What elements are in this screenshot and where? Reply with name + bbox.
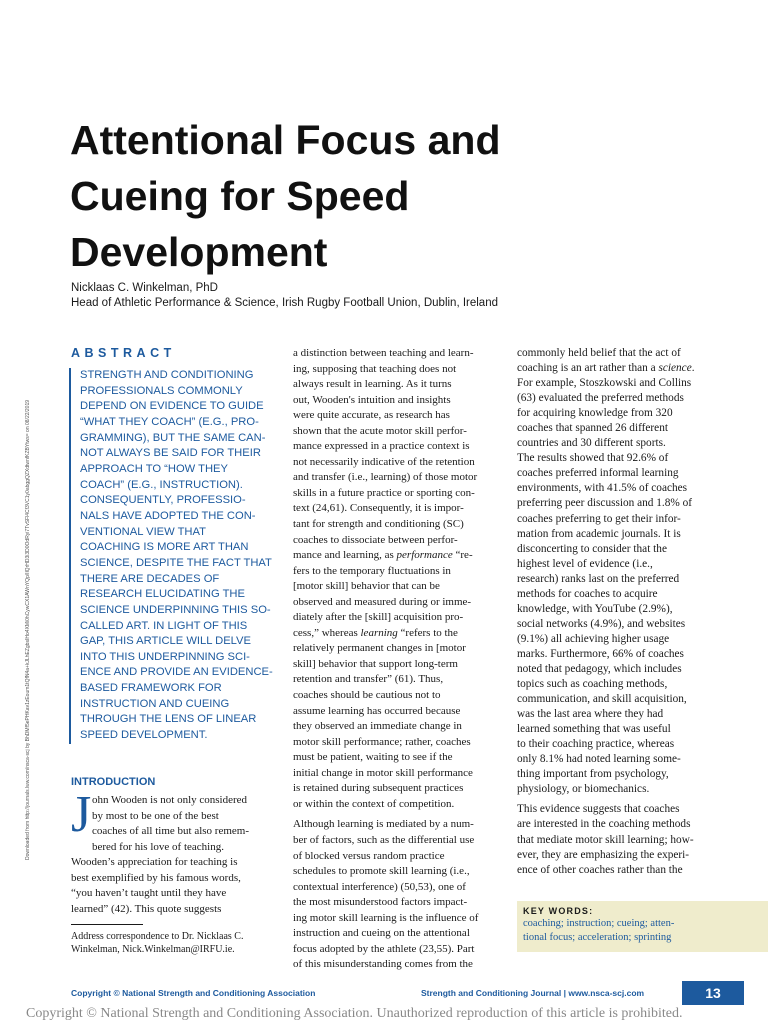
paragraph (293, 817, 494, 972)
footnote-rule (71, 924, 143, 925)
text-line: retention and transfer” (61). Thus, (293, 673, 444, 686)
footer-copyright: Copyright © National Strength and Conditioning Association (71, 988, 316, 998)
text-line: mation from academic journals. It is (517, 527, 681, 540)
title-line: Development (70, 229, 328, 275)
text-line: thing important from psychology, (517, 768, 669, 781)
keywords-heading: KEY WORDS: (523, 906, 594, 916)
text-line: for acquiring knowledge from 320 (517, 407, 673, 420)
text-line: mance expressed in a practice context is (293, 440, 470, 453)
text-line: The results showed that 92.6% of (517, 452, 669, 465)
text-line: skills in a future practice or sporting con- (293, 486, 475, 499)
text-line: diately after the [skill] acquisition pro- (293, 611, 464, 624)
abstract-line: COACH” (E.G., INSTRUCTION). (80, 478, 243, 491)
text-line: environments, with 41.5% of coaches (517, 482, 688, 495)
text-line: highest level of evidence (i.e., (517, 557, 653, 570)
text-line: of blocked versus random practice (293, 849, 445, 862)
text-line: out, Wooden's intuition and insights (293, 393, 451, 406)
text-line: to their coaching practice, whereas (517, 738, 675, 751)
intro-line: best exemplified by his famous words, (71, 871, 241, 884)
keywords-line: tional focus; acceleration; sprinting (523, 932, 672, 943)
text-line: [motor skill] behavior that can be (293, 580, 440, 593)
abstract-line: NOT ALWAYS BE SAID FOR THEIR (80, 447, 261, 460)
abstract-line: SPEED DEVELOPMENT. (80, 729, 208, 742)
correspondence-line: Winkelman, Nick.Winkelman@IRFU.ie. (71, 944, 235, 955)
text-line: cess,” whereas learning “refers to the (293, 626, 458, 639)
text-line: noted that pedagogy, which includes (517, 662, 682, 675)
abstract-line: RESEARCH ELUCIDATING THE (80, 588, 245, 601)
introduction-heading: INTRODUCTION (71, 776, 156, 788)
text-line: ing, supposing that teaching does not (293, 362, 457, 375)
text-line: or within the context of competition. (293, 797, 455, 810)
abstract-line: GAP, THIS ARTICLE WILL DELVE (80, 635, 251, 648)
text-line: motor skill performance; rather, coaches (293, 735, 471, 748)
text-line: ence of other coaches rather than the (517, 863, 683, 876)
text-line: that mediate motor skill learning; how- (517, 833, 694, 846)
abstract-line: INTO THIS UNDERPINNING SCI- (80, 650, 250, 663)
text-line: disconcerting to consider that the (517, 542, 667, 555)
footer-journal: Strength and Conditioning Journal | www.nsca-scj.com (421, 988, 645, 998)
download-note-text: Downloaded from http://journals.lww.com/nsca-scj by BhDMf5ePHKav1zEoum1tQfN4a+kJLhEZgbsIHo4XMi0hCywCX1AWnYQp/IlQrHD3i3D0OdRyi7TvSFl4Cf3VC1y0abggQZXdtwnfKZBYtws= on 08/22/2019 (25, 399, 31, 860)
text-line: ever, they are emphasizing the experi- (517, 848, 690, 861)
text-line: coaches preferring to get their infor- (517, 512, 681, 525)
text-line: coaching is an art rather than a science. (517, 362, 695, 375)
text-line: ing motor skill learning is the influence of (293, 911, 479, 924)
text-line: Although learning is mediated by a num- (293, 818, 474, 831)
text-line: learned something that was useful (517, 723, 671, 736)
intro-line: “you haven’t taught until they have (71, 887, 227, 899)
text-line: social networks (4.9%), and websites (517, 617, 686, 630)
abstract-line: NALS HAVE ADOPTED THE CON- (80, 509, 256, 522)
text-line: (63) evaluated the preferred methods (517, 392, 684, 405)
abstract-line: CALLED ART. IN LIGHT OF THIS (80, 619, 248, 632)
text-line: (9.1%) all achieving higher usage (517, 632, 670, 645)
text-line: coaches that spanned 26 different (517, 422, 668, 435)
intro-line: learned” (42). This quote suggests (71, 902, 222, 915)
text-line: communication, and skill acquisition, (517, 693, 687, 706)
text-line: ber of factors, such as the differential use (293, 833, 475, 846)
text-line: was the last area where they had (517, 708, 664, 721)
paragraph (517, 346, 718, 797)
copyright-watermark: Copyright © National Strength and Conditioning Association. Unauthorized reproduction of this article is prohibited. (26, 1006, 683, 1021)
abstract-line: ENCE AND PROVIDE AN EVIDENCE- (80, 666, 273, 679)
drop-cap: J (71, 786, 92, 843)
text-line: focus adopted by the athlete (23,55). Part (293, 942, 475, 955)
text-line: coaches preferred informal learning (517, 467, 679, 480)
text-line: knowledge, with YouTube (2.9%), (517, 602, 673, 615)
page-number: 13 (682, 981, 744, 1005)
text-line: tant for strength and conditioning (SC) (293, 518, 464, 531)
intro-line: by most to be one of the best (92, 809, 219, 822)
text-line: preferring peer discussion and 1.8% of (517, 497, 693, 510)
keywords-box (517, 901, 768, 952)
text-line: coaches should be cautious not to (293, 689, 441, 702)
intro-line: Wooden’s appreciation for teaching is (71, 856, 238, 868)
text-line: only 8.1% had noted learning some- (517, 753, 681, 766)
abstract-line: THROUGH THE LENS OF LINEAR (80, 713, 257, 726)
abstract-body (69, 368, 274, 744)
text-line: coaches to dissociate between perfor- (293, 533, 458, 546)
text-line: and transfer (i.e., learning) of those motor (293, 471, 478, 484)
paragraph (293, 346, 494, 812)
text-line: assume learning has occurred because (293, 704, 461, 717)
paragraph (517, 802, 718, 877)
abstract-line: SCIENCE UNDERPINNING THIS SO- (80, 603, 271, 616)
text-line: observed and measured during or imme- (293, 595, 472, 608)
text-line: countries and 30 different sports. (517, 437, 666, 450)
text-line: marks. Furthermore, 66% of coaches (517, 647, 684, 660)
text-line: are interested in the coaching methods (517, 818, 691, 831)
title-line: Attentional Focus and (70, 117, 501, 163)
body-column-2 (293, 346, 494, 973)
keywords-line: coaching; instruction; cueing; atten- (523, 918, 675, 929)
text-line: the most misunderstood factors impact- (293, 896, 468, 909)
abstract-heading: ABSTRACT (71, 346, 176, 360)
text-line: mance and learning, as performance “re- (293, 549, 473, 562)
abstract-line: PROFESSIONALS COMMONLY (80, 384, 243, 397)
text-line: text (24,61). Consequently, it is impor- (293, 502, 464, 515)
text-line: must be patient, waiting to see if the (293, 751, 453, 764)
text-line: is retained during subsequent practices (293, 782, 464, 795)
text-line: relatively permanent changes in [motor (293, 642, 466, 655)
author-affiliation: Head of Athletic Performance & Science, Irish Rugby Football Union, Dublin, Ireland (71, 297, 498, 309)
text-line: This evidence suggests that coaches (517, 803, 680, 816)
abstract-line: THERE ARE DECADES OF (80, 572, 220, 585)
text-line: fers to the temporary fluctuations in (293, 564, 451, 577)
text-line: research) ranks last on the preferred (517, 572, 680, 585)
abstract-line: SCIENCE, DESPITE THE FACT THAT (80, 556, 272, 569)
text-line: physiology, or biomechanics. (517, 783, 650, 796)
abstract-line: STRENGTH AND CONDITIONING (80, 369, 254, 381)
text-line: For example, Stoszkowski and Collins (517, 377, 692, 390)
intro-line: coaches of all time but also remem- (92, 825, 249, 837)
text-line: not necessarily indicative of the retention (293, 455, 475, 468)
text-line: were quite accurate, as research has (293, 409, 450, 422)
download-side-note (24, 300, 34, 860)
text-line: topics such as coaching methods, (517, 678, 668, 691)
abstract-line: “WHAT THEY COACH” (E.G., PRO- (80, 415, 259, 428)
title-line: Cueing for Speed (70, 173, 410, 219)
abstract-line: CONSEQUENTLY, PROFESSIO- (80, 494, 246, 507)
intro-line: ohn Wooden is not only considered (92, 794, 248, 806)
text-line: shown that the acute motor skill perfor- (293, 424, 467, 437)
keywords-list (523, 917, 762, 945)
article-title (70, 112, 630, 280)
text-line: methods for coaches to acquire (517, 587, 658, 600)
abstract-line: COACHING IS MORE ART THAN (80, 541, 249, 554)
text-line: schedules to promote skill learning (i.e., (293, 865, 470, 878)
text-line: commonly held belief that the act of (517, 347, 681, 359)
abstract-line: INSTRUCTION AND CUEING (80, 697, 230, 710)
correspondence-line: Address correspondence to Dr. Nicklaas C. (71, 931, 244, 942)
author-block (71, 281, 671, 311)
author-name: Nicklaas C. Winkelman, PhD (71, 282, 218, 294)
text-line: a distinction between teaching and learn- (293, 347, 474, 359)
text-line: of this misunderstanding comes from the (293, 958, 473, 971)
abstract-line: VENTIONAL VIEW THAT (80, 525, 206, 538)
abstract-line: DEPEND ON EVIDENCE TO GUIDE (80, 400, 264, 413)
abstract-line: GRAMMING), BUT THE SAME CAN- (80, 431, 266, 444)
text-line: contextual interference) (50,53), one of (293, 880, 466, 893)
text-line: instruction and cueing on the attentional (293, 927, 470, 940)
body-column-3 (517, 346, 718, 878)
text-line: skill] behavior that support long-term (293, 657, 458, 670)
abstract-line: APPROACH TO “HOW THEY (80, 462, 228, 475)
text-line: always result in learning. As it turns (293, 378, 452, 391)
correspondence-note (71, 930, 281, 956)
text-line: initial change in motor skill performance (293, 766, 473, 779)
abstract-line: BASED FRAMEWORK FOR (80, 682, 222, 695)
intro-line: bered for his love of teaching. (92, 840, 224, 853)
text-line: they observed an immediate change in (293, 720, 462, 733)
